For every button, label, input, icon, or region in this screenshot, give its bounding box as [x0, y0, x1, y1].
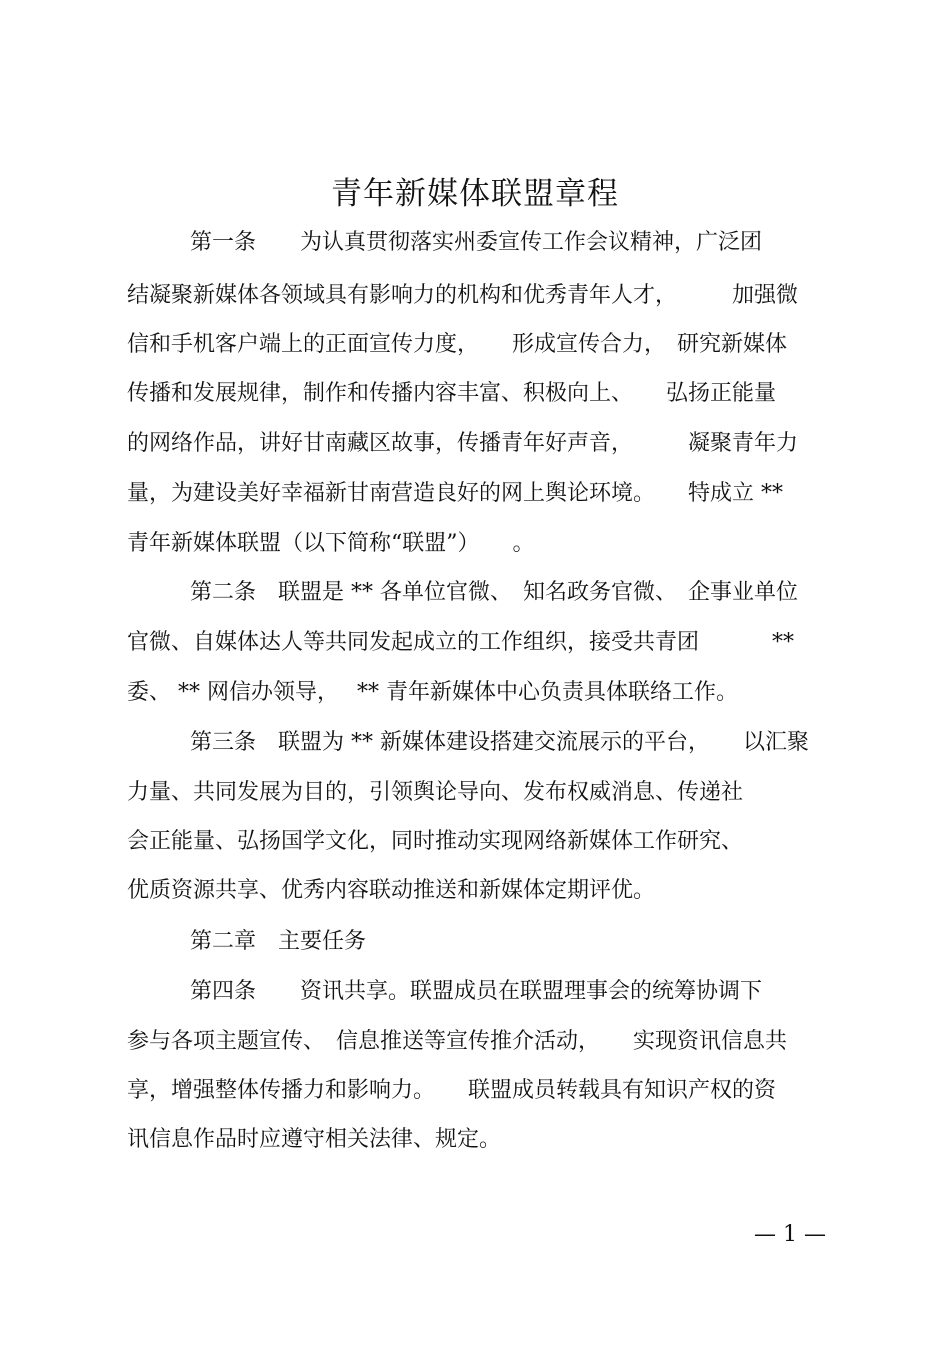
page-number: — 1 —	[754, 1222, 826, 1247]
paragraph-line: 传播和发展规律，制作和传播内容丰富、积极向上、 弘扬正能量	[127, 381, 777, 406]
paragraph-line: 第一条 为认真贯彻落实州委宣传工作会议精神，广泛团	[190, 230, 763, 255]
paragraph-line: 委、 ** 网信办领导， ** 青年新媒体中心负责具体联络工作。	[127, 680, 738, 705]
paragraph-line: 结凝聚新媒体各领域具有影响力的机构和优秀青年人才， 加强微	[127, 283, 799, 308]
chapter-heading: 第二章 主要任务	[190, 929, 367, 954]
paragraph-line: 讯信息作品时应遵守相关法律、规定。	[127, 1127, 502, 1152]
paragraph-line: 青年新媒体联盟（以下简称“联盟”） 。	[127, 531, 535, 556]
paragraph-line: 第三条 联盟为 ** 新媒体建设搭建交流展示的平台， 以汇聚	[190, 730, 809, 755]
paragraph-line: 会正能量、弘扬国学文化，同时推动实现网络新媒体工作研究、	[127, 829, 744, 854]
paragraph-line: 享，增强整体传播力和影响力。 联盟成员转载具有知识产权的资	[127, 1078, 777, 1103]
paragraph-line: 的网络作品，讲好甘南藏区故事，传播青年好声音， 凝聚青年力	[127, 431, 799, 456]
paragraph-line: 信和手机客户端上的正面宣传力度， 形成宣传合力， 研究新媒体	[127, 332, 788, 357]
document-title: 青年新媒体联盟章程	[331, 176, 619, 212]
paragraph-line: 参与各项主题宣传、 信息推送等宣传推介活动， 实现资讯信息共	[127, 1029, 788, 1054]
paragraph-line: 官微、自媒体达人等共同发起成立的工作组织，接受共青团 **	[127, 630, 794, 655]
paragraph-line: 力量、共同发展为目的，引领舆论导向、发布权威消息、传递社	[127, 780, 744, 805]
paragraph-line: 优质资源共享、优秀内容联动推送和新媒体定期评优。	[127, 878, 656, 903]
paragraph-line: 量，为建设美好幸福新甘南营造良好的网上舆论环境。 特成立 **	[127, 481, 783, 506]
paragraph-line: 第四条 资讯共享。联盟成员在联盟理事会的统筹协调下	[190, 979, 763, 1004]
paragraph-line: 第二条 联盟是 ** 各单位官微、 知名政务官微、 企事业单位	[190, 580, 798, 605]
